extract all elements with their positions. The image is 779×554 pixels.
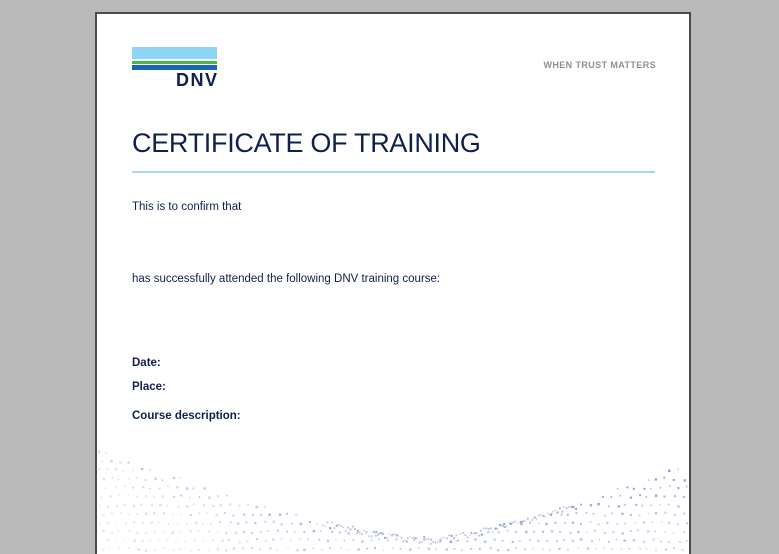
dnv-wordmark: DNV <box>175 70 219 90</box>
dnv-logo <box>132 47 217 89</box>
intro-text: This is to confirm that <box>132 201 242 213</box>
logo-bar-sky-icon <box>132 47 217 59</box>
tagline: WHEN TRUST MATTERS <box>543 60 656 70</box>
confirmation-text: has successfully attended the following DNV training course: <box>132 273 441 285</box>
logo-bar-green-icon <box>132 61 217 64</box>
certificate-title: CERTIFICATE OF TRAINING <box>132 128 481 158</box>
field-label-course-description: Course description: <box>132 410 241 422</box>
dot-wave-decoration <box>97 434 689 554</box>
field-label-date: Date: <box>132 357 161 369</box>
certificate-page <box>95 12 691 554</box>
field-label-place: Place: <box>132 381 166 393</box>
title-underline <box>132 171 655 173</box>
